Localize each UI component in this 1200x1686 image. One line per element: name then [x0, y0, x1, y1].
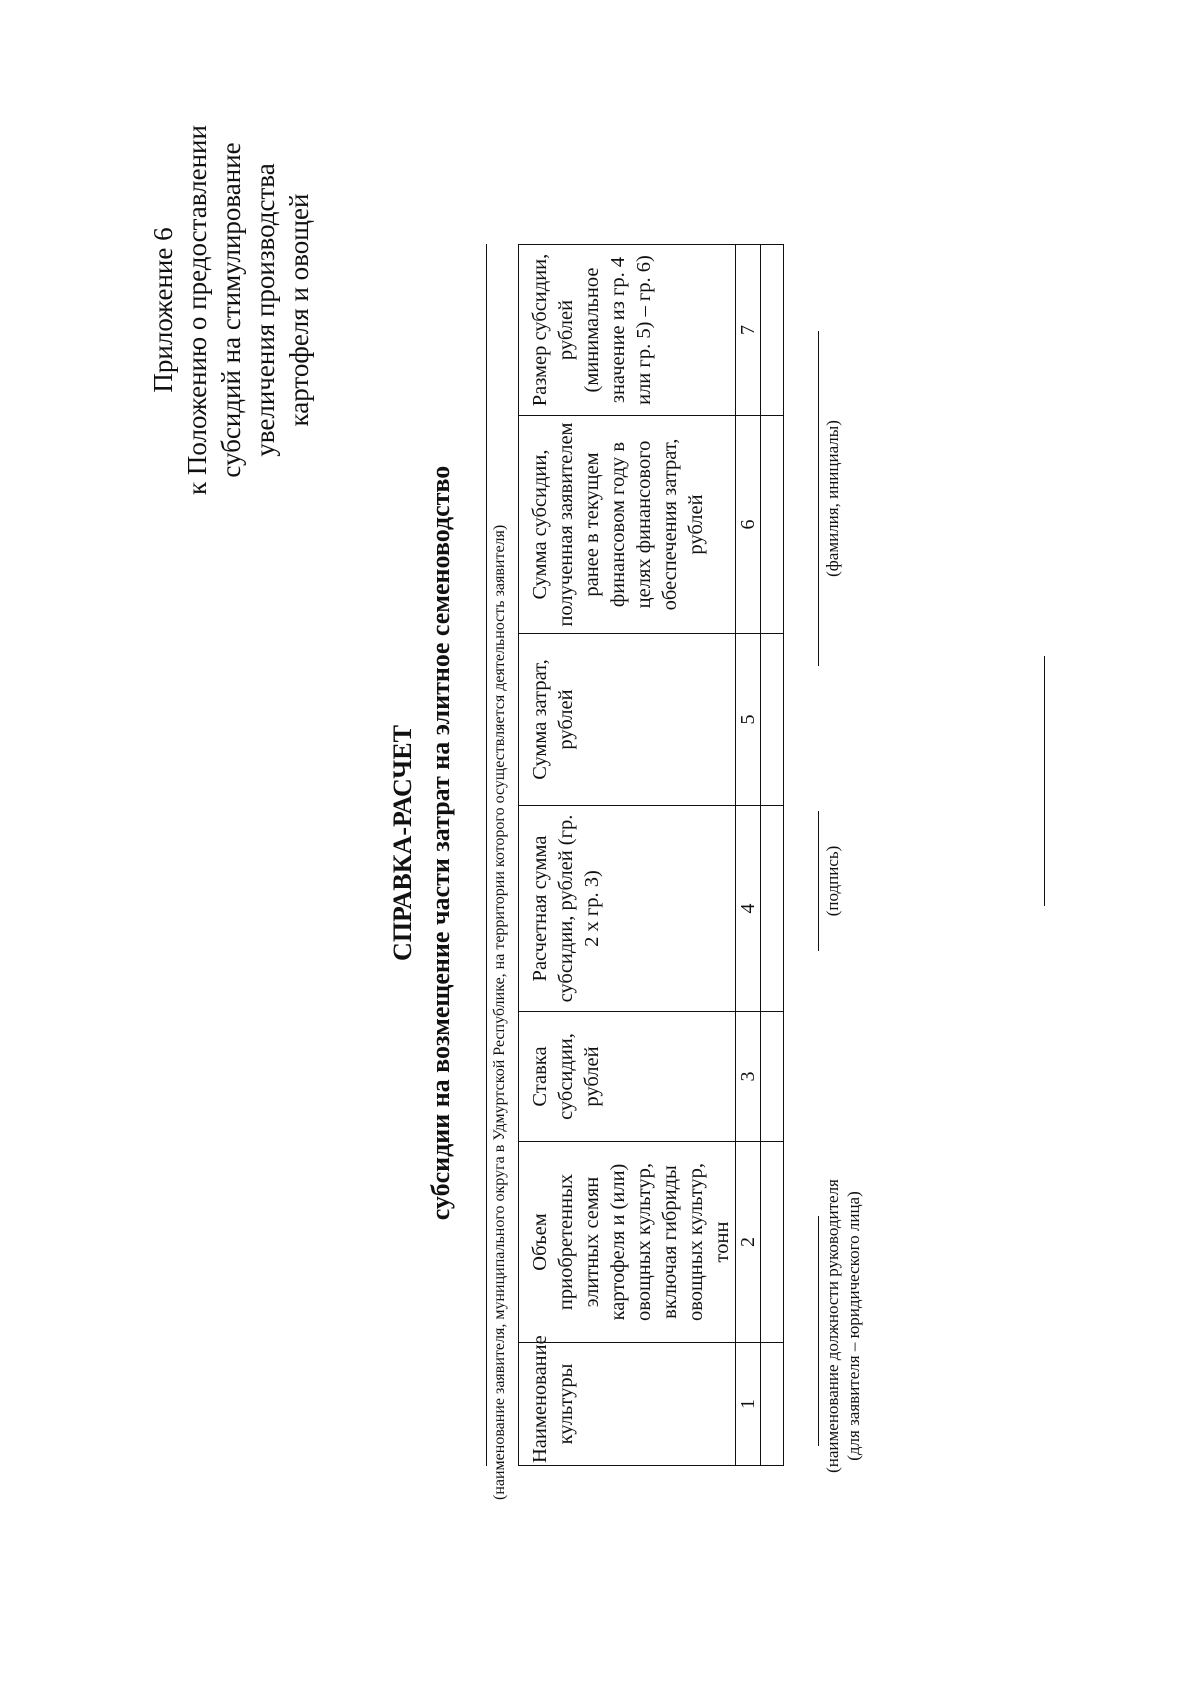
column-number: 5	[736, 634, 761, 806]
document-subtitle: субсидии на возмещение части затрат на элитное семеноводство	[426, 465, 455, 1221]
header-cell-estimated-subsidy: Расчетная сумма субсидии, рублей (гр. 2 х гр. 3)	[519, 806, 736, 1012]
appendix-line: картофеля и овощей	[284, 193, 314, 427]
signature-caption: (подпись)	[823, 845, 842, 917]
empty-cell	[761, 634, 784, 806]
header-cell-seed-volume: Объем приобретенных элитных семян картофеля и (или) овощных культур, включая гибриды овощных культур, тонн	[519, 1142, 736, 1343]
header-cell-crop-name: Наименование культуры	[519, 1343, 736, 1466]
name-fill-line	[818, 331, 819, 666]
applicant-fill-line	[486, 244, 487, 1466]
calculation-table	[518, 244, 784, 1466]
signature-fill-line	[818, 811, 819, 951]
position-fill-line	[818, 1216, 819, 1446]
column-number: 6	[736, 416, 761, 634]
empty-cell	[761, 245, 784, 416]
empty-cell	[761, 1142, 784, 1343]
column-number: 7	[736, 245, 761, 416]
header-cell-subsidy-rate: Ставка субсидии, рублей	[519, 1012, 736, 1142]
column-number: 3	[736, 1012, 761, 1142]
empty-cell	[761, 1343, 784, 1466]
appendix-line: субсидий на стимулирование	[216, 142, 246, 478]
empty-cell	[761, 1012, 784, 1142]
table-empty-row	[761, 245, 784, 1466]
appendix-line: Приложение 6	[148, 227, 178, 393]
header-cell-subsidy-amount: Размер субсидии, рублей (минимальное значение из гр. 4 или гр. 5) – гр. 6)	[519, 245, 736, 416]
name-caption: (фамилия, инициалы)	[823, 420, 842, 577]
applicant-caption: (наименование заявителя, муниципального округа в Удмуртской Республике, на территории которого осуществляется деятельность заявителя)	[491, 524, 508, 1500]
column-number: 1	[736, 1343, 761, 1466]
table-column-numbers-row	[736, 245, 761, 1466]
empty-cell	[761, 806, 784, 1012]
header-cell-costs: Сумма затрат, рублей	[519, 634, 736, 806]
appendix-note	[146, 100, 316, 520]
appendix-line: увеличения производства	[250, 163, 280, 457]
column-number: 4	[736, 806, 761, 1012]
column-number: 2	[736, 1142, 761, 1343]
document-title: СПРАВКА-РАСЧЕТ	[388, 725, 417, 961]
table-header-row	[519, 245, 736, 1466]
position-caption: (наименование должности руководителя (для заявителя – юридического лица)	[823, 1179, 863, 1473]
appendix-line: к Положению о предоставлении	[182, 125, 212, 495]
divider-line	[1044, 656, 1045, 906]
header-cell-previous-subsidy: Сумма субсидии, полученная заявителем ранее в текущем финансовом году в целях финансового обеспечения затрат, рублей	[519, 416, 736, 634]
empty-cell	[761, 416, 784, 634]
